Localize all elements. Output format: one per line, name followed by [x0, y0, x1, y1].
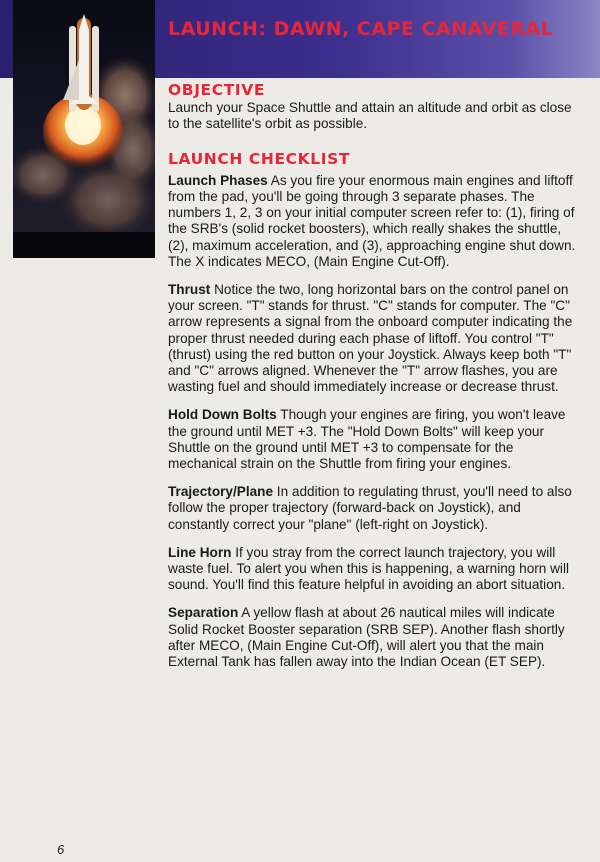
page-title: LAUNCH: DAWN, CAPE CANAVERAL: [168, 18, 554, 40]
item-label: Launch Phases: [168, 172, 268, 188]
page-number: 6: [57, 842, 65, 857]
item-label: Line Horn: [168, 544, 232, 560]
checklist-item-separation: [168, 605, 583, 670]
item-text: A yellow flash at about 26 nautical miles will indicate Solid Rocket Booster separation (SRB SEP). Another flash shortly after MECO, (Main Engine Cut-Off), will alert you that the main External Tank has fallen away into the Indian Ocean (ET SEP).: [168, 605, 565, 670]
item-text: Though your engines are firing, you won't leave the ground until MET +3. The "Hold Down Bolts" will keep your Shuttle on the ground until MET +3 to compensate for the mechanical strain on the Shuttle from firing your engines.: [168, 407, 566, 472]
space-shuttle-launch-icon: [13, 0, 155, 258]
item-label: Hold Down Bolts: [168, 407, 277, 423]
item-label: Trajectory/Plane: [168, 484, 274, 500]
item-text: As you fire your enormous main engines and liftoff from the pad, you'll be going through 3 separate phases. The numbers 1, 2, 3 on your initial computer screen refer to: (1), firing of the SRB's (solid rocket boosters), which really shakes the shuttle, (2), maximum acceleration, and (3), approaching engine shut down. The X indicates MECO, (Main Engine Cut-Off).: [168, 172, 576, 269]
checklist-item-line-horn: [168, 545, 583, 594]
checklist-item-hold-down-bolts: [168, 407, 583, 472]
shuttle-launch-photo: [13, 0, 155, 258]
item-label: Thrust: [168, 282, 211, 298]
item-text: Notice the two, long horizontal bars on the control panel on your screen. "T" stands for thrust. "C" stands for computer. The "C" arrow represents a signal from the onboard computer indicating the proper thrust needed during each phase of liftoff. You control "T" (thrust) using the red button on your Joystick. Always keep both "T" and "C" arrows aligned. Whenever the "T" arrow flashes, you are wasting fuel and should immediately increase or decrease thrust.: [168, 282, 573, 395]
checklist-item-trajectory-plane: [168, 484, 583, 533]
item-text: In addition to regulating thrust, you'll need to also follow the proper trajectory (forward-back on Joystick), and constantly correct your "plane" (left-right on Joystick).: [168, 484, 572, 532]
objective-heading: OBJECTIVE: [168, 81, 266, 99]
item-text: If you stray from the correct launch trajectory, you will waste fuel. To alert you when this is happening, a warning horn will sound. You'll find this feature helpful in avoiding an abort situation.: [168, 544, 569, 593]
objective-text: Launch your Space Shuttle and attain an altitude and orbit as close to the satellite's orbit as possible.: [168, 100, 572, 132]
checklist-item-thrust: [168, 282, 583, 395]
checklist-heading: LAUNCH CHECKLIST: [168, 149, 350, 168]
main-content: [168, 82, 583, 670]
item-label: Separation: [168, 605, 239, 621]
checklist-item-launch-phases: [168, 173, 583, 270]
